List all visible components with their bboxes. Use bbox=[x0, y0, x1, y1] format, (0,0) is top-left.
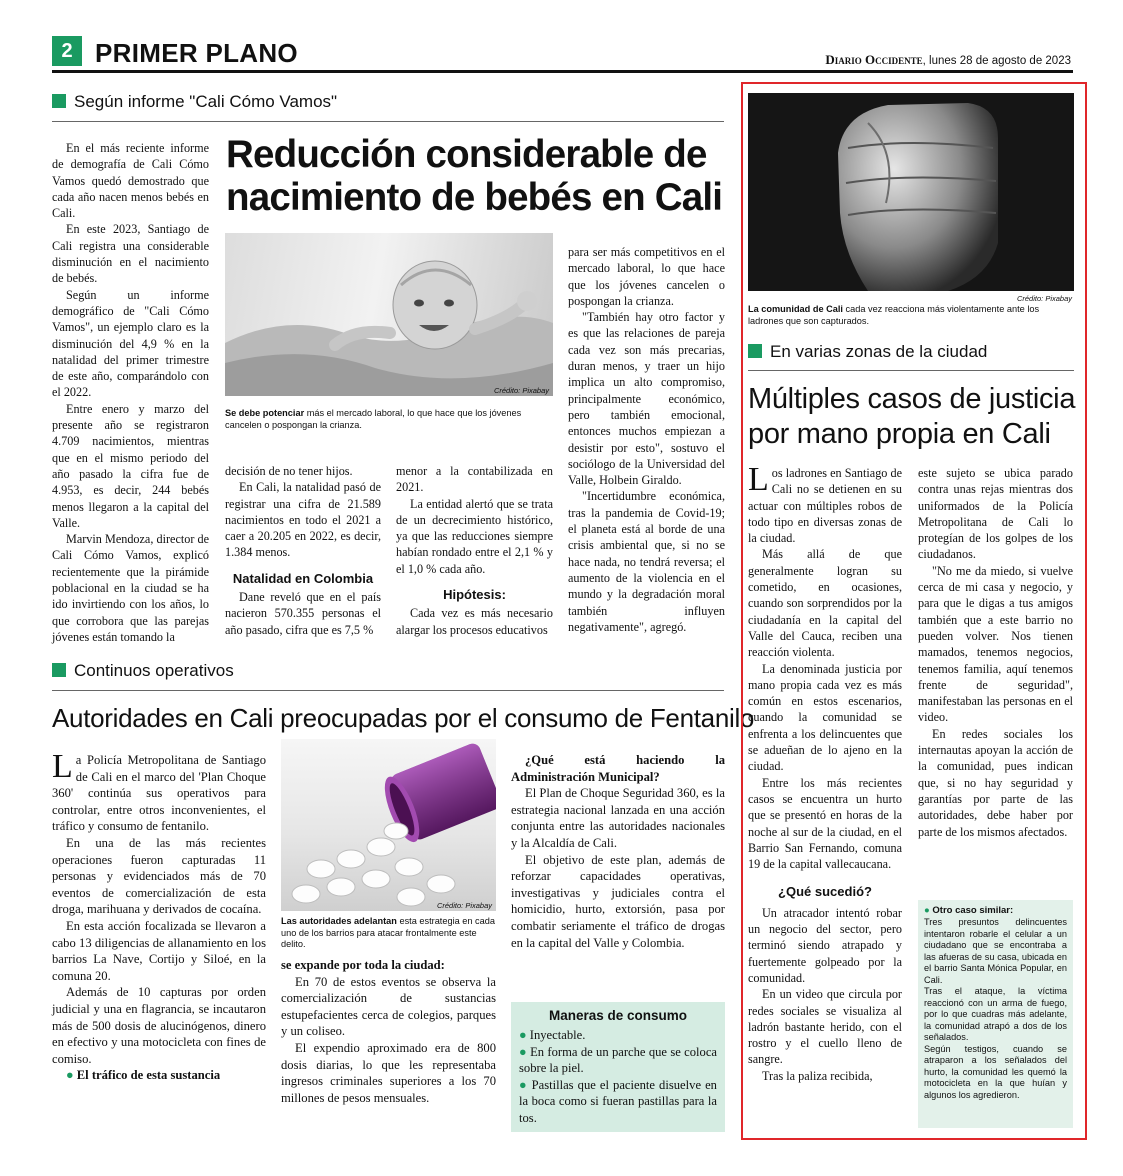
article3-kicker-rule bbox=[748, 370, 1074, 371]
article1-caption bbox=[225, 408, 553, 431]
paragraph: En un video que circula por redes sociales se visualiza al ladrón bastante herido, con el rostro y el cuello lleno de sangre. bbox=[748, 987, 902, 1067]
paragraph: En esta acción focalizada se llevaron a cabo 13 diligencias de allanamiento en los barrios La Nave, Cortijo y Siloé, en la comuna 20. bbox=[52, 918, 266, 983]
paragraph: En una de las más recientes operaciones fueron capturadas 11 personas y evidenciados más de 70 eventos de comercialización de esta droga, marihuana y derivados de cocaína. bbox=[52, 835, 266, 917]
paragraph: La entidad alertó que se trata de un decrecimiento histórico, ya que las reducciones siempre habían rondado entre el 2,1 % y el 1,0 % cada año. bbox=[396, 496, 553, 576]
paragraph: Tras la paliza recibida, bbox=[762, 1068, 873, 1083]
paragraph: este sujeto se ubica parado contra unas rejas mientras dos uniformados de la Policía Metropolitana de Cali lo protegían de los golpes de los ciudadanos. bbox=[918, 466, 1073, 562]
paper-name: Diario Occidente bbox=[825, 52, 923, 67]
col-subhead: ¿Qué sucedió? bbox=[778, 884, 872, 900]
consumption-box bbox=[511, 1002, 725, 1132]
drop-cap: L bbox=[748, 461, 769, 498]
pills-illustration bbox=[281, 739, 496, 911]
paragraph: Tres presuntos delincuentes intentaron robarle el celular a un ciudadano que se encontraba a las afueras de su casa, ubicada en el barrio Santa Mónica Popular, en Cali. bbox=[924, 917, 1067, 985]
similar-case-box bbox=[918, 900, 1073, 1128]
article3-headline bbox=[748, 382, 1078, 452]
article2-col2 bbox=[281, 957, 496, 1106]
article2-caption bbox=[281, 916, 496, 951]
paragraph: "También hay otro factor y es que las relaciones de pareja cada vez son más precarias, duran menos, y traer un hijo implica un alto compromiso, principalmente económico, pero también emocional, entonces muchos empiezan a desistir por esto", sostuvo el sociólogo de la Universidad del Valle, Holbein Giraldo. bbox=[568, 310, 725, 488]
article1-headline-line2: nacimiento de bebés en Cali bbox=[226, 176, 723, 219]
green-square-icon bbox=[748, 344, 762, 358]
col-subhead: Natalidad en Colombia bbox=[232, 570, 374, 586]
article1-col3 bbox=[396, 463, 553, 638]
article3-col2 bbox=[918, 465, 1073, 840]
article2-kicker-rule bbox=[52, 690, 724, 691]
paragraph: Según testigos, cuando se atraparon a los señalados del hurto, la comunidad les quemó la motocicleta en la que huían y algunos los agredieron. bbox=[924, 1043, 1067, 1100]
paragraph: Más allá de que generalmente logran su cometido, en ocasiones, cuando son sorprendidos por la ciudadanía en la capital del Valle del Cauca, reciben una reacción violenta. bbox=[748, 547, 902, 660]
paragraph: Tras el ataque, la víctima reaccionó con un arma de fuego, por lo que cuadras más adelante, la comunidad atrapó a dos de los señalados. bbox=[924, 986, 1067, 1042]
caption-text: más el mercado laboral, lo que hace que los jóvenes cancelen o pospongan la crianza. bbox=[225, 408, 522, 430]
photo-credit: Crédito: Pixabay bbox=[1016, 294, 1072, 303]
paragraph: El Plan de Choque Seguridad 360, es la estrategia nacional lanzada en una acción conjunta entre las autoridades nacionales y la Alcaldía de Cali. bbox=[511, 786, 725, 850]
paragraph: En redes sociales los internautas apoyan la acción de la comunidad, pues indican que, si no hay seguridad y garantías por parte de las autoridades, debe haber por parte de los mismos afectados. bbox=[918, 726, 1073, 839]
article3-kicker: En varias zonas de la ciudad bbox=[748, 342, 987, 362]
article2-kicker: Continuos operativos bbox=[52, 661, 234, 681]
bullet-dot-icon: ● bbox=[66, 1068, 74, 1083]
article1-kicker: Según informe "Cali Cómo Vamos" bbox=[52, 92, 337, 112]
article2-col1 bbox=[52, 748, 266, 1084]
article1-col2 bbox=[225, 463, 381, 638]
drop-cap: L bbox=[52, 748, 73, 785]
photo-credit: Crédito: Pixabay bbox=[436, 901, 492, 910]
article1-kicker-rule bbox=[52, 121, 724, 122]
paragraph: Entre enero y marzo del presente año se registraron 4.709 nacimientos, mientras que en el mismo periodo del año pasado la cifra fue de 4.953, es decir, 244 bebés menos llegaron a la capital del Valle. bbox=[52, 401, 209, 530]
article3-col1 bbox=[748, 461, 902, 1084]
box-item: ● En forma de un parche que se coloca sobre la piel. bbox=[519, 1044, 717, 1076]
bullet-dot-icon: ● bbox=[519, 1044, 531, 1059]
paragraph: menor a la contabilizada en 2021. bbox=[396, 464, 553, 495]
article3-headline-line2: por mano propia en Cali bbox=[748, 418, 1051, 450]
bullet-line: ● El tráfico de esta sustancia bbox=[66, 1068, 221, 1083]
caption-text: esta estrategia en cada uno de los barrios para atacar frontalmente este delito. bbox=[281, 916, 495, 949]
lead-paragraph: La Policía Metropolitana de Santiago de Cali en el marco del 'Plan Choque 360' continúa sus operativos para controlar, entre otros inconvenientes, el tráfico y consumo de fentanilo. bbox=[52, 748, 266, 834]
article1-headline bbox=[226, 133, 726, 219]
bullet-dot-icon: ● bbox=[519, 1028, 530, 1042]
paragraph: En 70 de estos eventos se observa la comercialización de sustancias estupefacientes cerca de colegios, parques y un coliseo. bbox=[281, 974, 496, 1039]
col-subhead: ¿Qué está haciendo la Administración Municipal? bbox=[511, 753, 725, 784]
fist-photo bbox=[748, 93, 1074, 291]
section-title: PRIMER PLANO bbox=[95, 38, 298, 68]
paragraph: "No me da miedo, si vuelve cerca de mi casa y negocio, y para que le digas a tus amigos también que a este barrio no pueden volver. Nos tienen mamados, tenemos negocios, tenemos familia, aquí tenemos frente de seguridad", manifestaban las personas en el video. bbox=[918, 563, 1073, 725]
paragraph: En este 2023, Santiago de Cali registra una considerable disminución en el nacimiento de bebés. bbox=[52, 222, 209, 286]
box-title: ● Otro caso similar: bbox=[924, 905, 1014, 916]
paragraph: Dane reveló que en el país nacieron 570.355 personas el año pasado, cifra que es 7,5 % bbox=[225, 590, 381, 637]
paragraph: El objetivo de este plan, además de reforzar capacidades operativas, investigativas y judiciales contra el homicidio, hurto, extorsión, pasa por combatir seriamente el tráfico de drogas en la capital del Valle y Colombia. bbox=[511, 852, 725, 950]
caption-bold: La comunidad de Cali bbox=[748, 304, 843, 314]
box-item: ● Pastillas que el paciente disuelve en la boca como si fueran pastillas para la tos. bbox=[519, 1077, 717, 1125]
box-item: ● Inyectable. bbox=[519, 1028, 586, 1042]
article2-col3 bbox=[511, 752, 725, 951]
paragraph: En Cali, la natalidad pasó de registrar una cifra de 21.589 nacimientos en todo el 2021 a caer a 20.205 en 2022, es decir, 1.384 menos. bbox=[225, 480, 381, 560]
article1-col4 bbox=[568, 244, 725, 635]
lead-line: se expande por toda la ciudad: bbox=[281, 958, 445, 972]
baby-illustration bbox=[225, 233, 553, 396]
masthead-date bbox=[825, 53, 1071, 68]
lead-paragraph: Los ladrones en Santiago de Cali no se detienen en su actuar con múltiples robos de todo tipo en diversas zonas de la ciudad. bbox=[748, 461, 902, 546]
paragraph: En el más reciente informe de demografía de Cali Cómo Vamos quedó demostrado que cada año nacen menos bebés en Cali. bbox=[52, 141, 209, 221]
header-rule bbox=[52, 70, 1073, 73]
paragraph: El expendio aproximado era de 800 dosis diarias, lo que les representaba ingresos criminales superiores a los 70 millones de pesos mensuales. bbox=[281, 1040, 496, 1105]
article3-headline-line1: Múltiples casos de justicia bbox=[748, 383, 1076, 415]
article3-caption bbox=[748, 304, 1074, 327]
paragraph: Cada vez es más necesario alargar los procesos educativos bbox=[396, 606, 553, 637]
paragraph: para ser más competitivos en el mercado laboral, lo que hace que los jóvenes cancelen o pospongan la crianza. bbox=[568, 245, 725, 308]
paragraph: Según un informe demográfico de "Cali Cómo Vamos", un ejemplo claro es la disminución del 4,9 % en la natalidad del primer trimestre de este año, comparándolo con el 2022. bbox=[52, 287, 209, 400]
col-subhead: Hipótesis: bbox=[443, 587, 506, 603]
article1-headline-line1: Reducción considerable de bbox=[226, 133, 707, 176]
box-title: Maneras de consumo bbox=[548, 1008, 688, 1023]
paragraph: La denominada justicia por mano propia cada vez es más común en estos escenarios, cuando la comunidad se enfrenta a los delincuentes que se adueñan de lo ajeno en la ciudad. bbox=[748, 661, 902, 774]
article2-headline: Autoridades en Cali preocupadas por el consumo de Fentanilo bbox=[52, 703, 755, 733]
paragraph: decisión de no tener hijos. bbox=[225, 464, 353, 478]
paragraph: Marvin Mendoza, director de Cali Cómo Vamos, explicó recientemente que la pirámide poblacional en la ciudad se ha ido invirtiendo con los años, lo que corrobora que las parejas jóvenes están tomando la bbox=[52, 532, 209, 644]
green-square-icon bbox=[52, 663, 66, 677]
issue-date: , lunes 28 de agosto de 2023 bbox=[922, 55, 1071, 67]
page-number-badge: 2 bbox=[52, 36, 82, 66]
caption-text: cada vez reacciona más violentamente ante los ladrones que son capturados. bbox=[748, 304, 1040, 326]
caption-bold: Se debe potenciar bbox=[225, 408, 305, 418]
pills-photo bbox=[281, 739, 496, 911]
fist-illustration bbox=[748, 93, 1074, 291]
bullet-dot-icon: ● bbox=[519, 1077, 532, 1092]
baby-photo bbox=[225, 233, 553, 396]
paragraph: Entre los más recientes casos se encuentra un hurto que se presentó en horas de la noche al sur de la ciudad, en el Barrio San Fernando, comuna 19 de la capital vallecaucana. bbox=[748, 775, 902, 872]
green-square-icon bbox=[52, 94, 66, 108]
photo-credit: Crédito: Pixabay bbox=[493, 386, 549, 395]
paragraph: "Incertidumbre económica, tras la pandemia de Covid-19; el planeta está al borde de una crisis ambiental que, si no se hace nada, no tendrá reversa; el aumento de la violencia en el mundo y la degradación moral también influyen negativamente", agregó. bbox=[568, 489, 725, 634]
paragraph: Un atracador intentó robar un negocio del sector, pero terminó siendo atrapado y fuertemente golpeado por la comunidad. bbox=[748, 905, 902, 985]
article1-col1 bbox=[52, 140, 209, 645]
bullet-dot-icon: ● bbox=[924, 905, 930, 916]
caption-bold: Las autoridades adelantan bbox=[281, 916, 397, 926]
paragraph: Además de 10 capturas por orden judicial y una en flagrancia, se incautaron más de 500 dosis de alucinógenos, dinero en efectivo y una motocicleta con fines de comiso. bbox=[52, 985, 266, 1066]
